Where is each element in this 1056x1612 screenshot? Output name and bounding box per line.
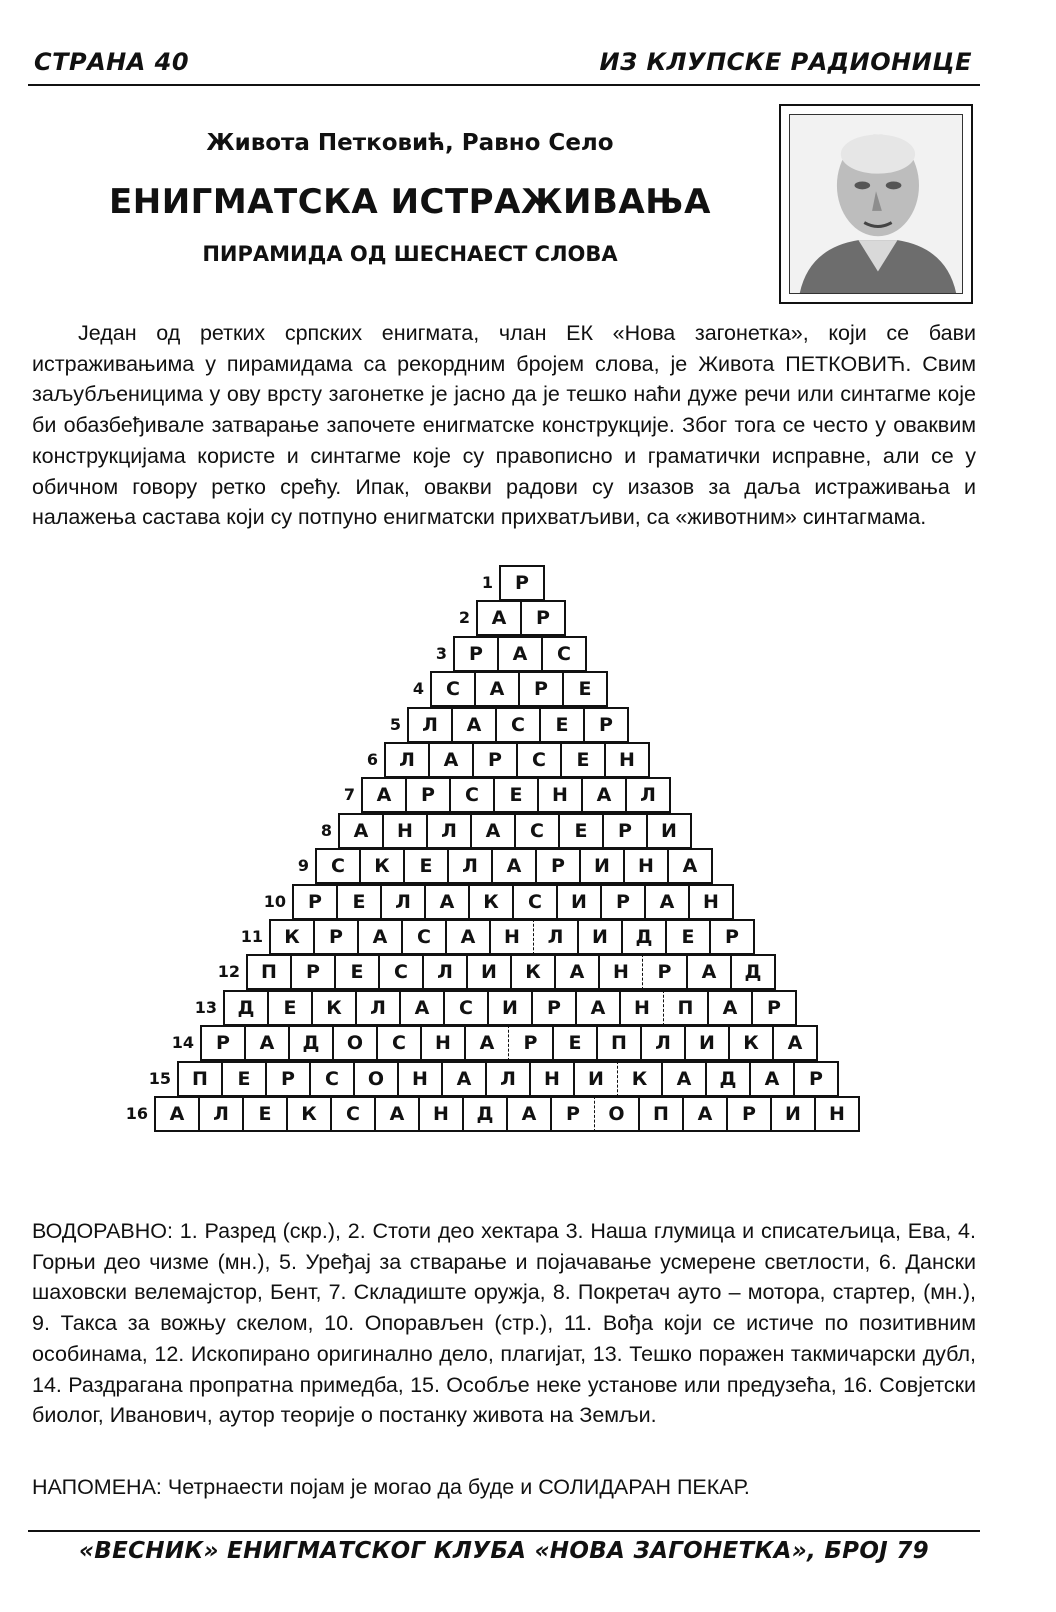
pyramid-cell: П xyxy=(246,954,292,990)
pyramid-cell: К xyxy=(468,884,514,920)
row-number: 14 xyxy=(171,1033,194,1053)
page-footer: «ВЕСНИК» ЕНИГМАТСКОГ КЛУБА «НОВА ЗАГОНЕТКА», БРОЈ 79 xyxy=(28,1530,980,1564)
pyramid-cell: Е xyxy=(552,1025,598,1061)
row-number: 7 xyxy=(343,785,355,805)
pyramid-cell: Л xyxy=(447,848,493,884)
pyramid-cell: А xyxy=(554,954,600,990)
pyramid-cell: Л xyxy=(625,777,671,813)
row-number: 5 xyxy=(389,714,401,734)
pyramid-cell: А xyxy=(357,919,403,955)
pyramid-cell: А xyxy=(464,1025,510,1061)
pyramid-cell: Д xyxy=(705,1061,751,1097)
pyramid-cell: И xyxy=(466,954,512,990)
row-number: 1 xyxy=(481,573,493,592)
pyramid-cell: К xyxy=(617,1061,663,1097)
pyramid-cell: А xyxy=(441,1061,487,1097)
pyramid-cell: Л xyxy=(355,990,401,1026)
clues-note: НАПОМЕНА: Четрнаести појам је могао да буде и СОЛИДАРАН ПЕКАР. xyxy=(32,1475,750,1499)
pyramid-cell: С xyxy=(315,848,361,884)
pyramid-cell: Д xyxy=(621,919,667,955)
pyramid-cell: А xyxy=(686,954,732,990)
pyramid-cell: Р xyxy=(602,813,648,849)
pyramid-cell: Е xyxy=(558,813,604,849)
row-number: 16 xyxy=(125,1104,148,1123)
pyramid-cell: С xyxy=(449,777,495,813)
pyramid-cell: И xyxy=(770,1096,816,1132)
pyramid-cell: Р xyxy=(290,954,336,990)
pyramid-cell: Д xyxy=(730,954,776,990)
pyramid-cell: Е xyxy=(539,707,585,743)
pyramid-cell: А xyxy=(451,707,497,743)
pyramid-cell: Д xyxy=(462,1096,508,1132)
row-number: 4 xyxy=(412,679,424,699)
row-number: 8 xyxy=(320,820,332,840)
pyramid-cell: Р xyxy=(499,565,545,601)
row-number: 13 xyxy=(194,997,217,1017)
pyramid-cell: Д xyxy=(223,990,269,1026)
pyramid-cell: Д xyxy=(288,1025,334,1061)
pyramid-cell: К xyxy=(359,848,405,884)
pyramid-cell: И xyxy=(684,1025,730,1061)
pyramid-cell: Л xyxy=(384,742,430,778)
pyramid-cell: А xyxy=(374,1096,420,1132)
pyramid-cell: Е xyxy=(403,848,449,884)
row-number: 9 xyxy=(297,856,309,876)
author-portrait-icon xyxy=(789,114,963,294)
pyramid-cell: А xyxy=(399,990,445,1026)
pyramid-cell: Р xyxy=(200,1025,246,1061)
pyramid-cell: С xyxy=(330,1096,376,1132)
row-number: 10 xyxy=(263,891,286,911)
row-number: 6 xyxy=(366,750,378,769)
pyramid-cell: Р xyxy=(535,848,581,884)
pyramid-cell: Л xyxy=(407,707,453,743)
pyramid-cell: Л xyxy=(533,919,579,955)
pyramid-cell: А xyxy=(497,636,543,672)
pyramid-cell: Р xyxy=(600,884,646,920)
pyramid-cell: Н xyxy=(397,1061,443,1097)
row-number: 3 xyxy=(435,643,447,663)
pyramid-cell: Н xyxy=(382,813,428,849)
row-number: 11 xyxy=(240,927,263,946)
pyramid-cell: А xyxy=(749,1061,795,1097)
pyramid-cell: Н xyxy=(420,1025,466,1061)
pyramid-cell: Л xyxy=(640,1025,686,1061)
clues-horizontal: ВОДОРАВНО: 1. Разред (скр.), 2. Стоти део хектара 3. Наша глумица и списатељица, Ева, 4. Горњи део чизме (мн.), 5. Уређај за стварање и појачавање усмерене светлости, 6. Дански шаховски велемајстор, Бент, 7. Складиште оружја, 8. Покретач ауто – мотора, стартер, (мн.), 9. Такса за вожњу скелом, 10. Опорављен (стр.), 11. Вођа који се истиче по позитивним особинама, 12. Ископирано оригинално дело, плагијат, 13. Тешко поражен такмичарски дубл, 14. Раздрагана пропратна примедба, 15. Особље неке установе или предузећа, 16. Совјетски биолог, Иванович, аутор теорије о постанку живота на Земљи. xyxy=(32,1219,976,1428)
pyramid-cell: Н xyxy=(604,742,650,778)
pyramid-cell: А xyxy=(424,884,470,920)
pyramid-cell: Н xyxy=(529,1061,575,1097)
pyramid-cell: Л xyxy=(426,813,472,849)
pyramid-cell: Р xyxy=(405,777,451,813)
row-number: 2 xyxy=(458,608,470,628)
pyramid-cell: Р xyxy=(472,742,518,778)
pyramid-cell: Л xyxy=(380,884,426,920)
pyramid-cell: К xyxy=(728,1025,774,1061)
pyramid-cell: Р xyxy=(583,707,629,743)
pyramid-cell: Р xyxy=(793,1061,839,1097)
pyramid-cell: Е xyxy=(267,990,313,1026)
pyramid-cell: Н xyxy=(418,1096,464,1132)
pyramid-cell: Н xyxy=(814,1096,860,1132)
pyramid-cell: О xyxy=(353,1061,399,1097)
pyramid-cell: Р xyxy=(518,671,564,707)
pyramid-cell: Е xyxy=(560,742,606,778)
pyramid-cell: С xyxy=(516,742,562,778)
pyramid-cell: Н xyxy=(619,990,665,1026)
pyramid-cell: С xyxy=(378,954,424,990)
pyramid-cell: И xyxy=(573,1061,619,1097)
pyramid-cell: К xyxy=(510,954,556,990)
pyramid-cell: К xyxy=(311,990,357,1026)
pyramid-cell: А xyxy=(491,848,537,884)
pyramid-cell: А xyxy=(707,990,753,1026)
pyramid-cell: О xyxy=(594,1096,640,1132)
row-number: 15 xyxy=(148,1068,171,1088)
pyramid-cell: А xyxy=(338,813,384,849)
pyramid-cell: И xyxy=(577,919,623,955)
pyramid-cell: А xyxy=(428,742,474,778)
pyramid-cell: Е xyxy=(242,1096,288,1132)
pyramid-cell: Р xyxy=(726,1096,772,1132)
pyramid-cell: И xyxy=(487,990,533,1026)
pyramid-cell: Р xyxy=(531,990,577,1026)
pyramid-cell: Н xyxy=(623,848,669,884)
pyramid-cell: П xyxy=(177,1061,223,1097)
author-photo xyxy=(779,104,973,304)
pyramid-cell: П xyxy=(596,1025,642,1061)
pyramid-cell: А xyxy=(445,919,491,955)
pyramid-cell: Е xyxy=(336,884,382,920)
pyramid-cell: Р xyxy=(520,600,566,636)
intro-paragraph: Један од ретких српских енигмата, члан ЕК «Нова загонетка», који се бави истраживањима у пирамидама са рекордним бројем слова, је Живота ПЕТКОВИЋ. Свим заљубљеницима у ову врсту загонетке је јасно да је тешко наћи дуже речи или синтагме које би обазбеђивале затварање започете енигматске конструкције. Због тога се често у оваквим конструкцијама користе и синтагме које су правописно и граматички исправне, али се у обичном говору ретко срећу. Ипак, овакви радови су изазов за даља истраживања и налажења састава који су потпуно енигматски прихватљиви, са «животним» синтагмама. xyxy=(32,321,976,530)
pyramid-cell: Р xyxy=(453,636,499,672)
pyramid-cell: А xyxy=(154,1096,200,1132)
pyramid-cell: С xyxy=(309,1061,355,1097)
pyramid-cell: Е xyxy=(334,954,380,990)
pyramid-cell: Л xyxy=(485,1061,531,1097)
pyramid-cell: Л xyxy=(198,1096,244,1132)
pyramid-cell: Н xyxy=(537,777,583,813)
pyramid-cell: А xyxy=(476,600,522,636)
pyramid-cell: А xyxy=(682,1096,728,1132)
article-author: Живота Петковић, Равно Село xyxy=(206,130,614,156)
pyramid-cell: К xyxy=(286,1096,332,1132)
pyramid-cell: Е xyxy=(562,671,608,707)
pyramid-cell: Р xyxy=(550,1096,596,1132)
pyramid-cell: А xyxy=(361,777,407,813)
pyramid-cell: А xyxy=(244,1025,290,1061)
pyramid-cell: Р xyxy=(751,990,797,1026)
pyramid-cell: О xyxy=(332,1025,378,1061)
pyramid-cell: С xyxy=(401,919,447,955)
article-subtitle: ПИРАМИДА ОД ШЕСНАЕСТ СЛОВА xyxy=(202,242,618,266)
pyramid-cell: С xyxy=(495,707,541,743)
article-title: ЕНИГМАТСКА ИСТРАЖИВАЊА xyxy=(109,182,711,222)
page-header xyxy=(28,44,980,86)
pyramid-cell: С xyxy=(541,636,587,672)
section-title: ИЗ КЛУПСКЕ РАДИОНИЦЕ xyxy=(599,48,972,76)
pyramid-cell: Н xyxy=(598,954,644,990)
pyramid-cell: Н xyxy=(489,919,535,955)
pyramid-cell: С xyxy=(512,884,558,920)
pyramid-cell: П xyxy=(638,1096,684,1132)
pyramid-cell: И xyxy=(556,884,602,920)
pyramid-cell: А xyxy=(772,1025,818,1061)
pyramid-cell: А xyxy=(581,777,627,813)
pyramid-cell: Л xyxy=(422,954,468,990)
pyramid-cell: А xyxy=(506,1096,552,1132)
pyramid-cell: Р xyxy=(292,884,338,920)
pyramid-cell: А xyxy=(470,813,516,849)
pyramid-cell: Р xyxy=(709,919,755,955)
pyramid-cell: И xyxy=(646,813,692,849)
pyramid-cell: А xyxy=(575,990,621,1026)
pyramid-cell: А xyxy=(644,884,690,920)
pyramid-cell: С xyxy=(514,813,560,849)
pyramid-cell: А xyxy=(474,671,520,707)
pyramid-cell: С xyxy=(430,671,476,707)
pyramid-cell: К xyxy=(269,919,315,955)
pyramid-cell: А xyxy=(661,1061,707,1097)
row-number: 12 xyxy=(217,962,240,982)
pyramid-cell: Н xyxy=(688,884,734,920)
pyramid-cell: Р xyxy=(313,919,359,955)
page-number: СТРАНА 40 xyxy=(34,48,190,76)
pyramid-cell: И xyxy=(579,848,625,884)
pyramid-cell: Е xyxy=(221,1061,267,1097)
pyramid-cell: Р xyxy=(642,954,688,990)
pyramid-cell: Е xyxy=(665,919,711,955)
pyramid-cell: А xyxy=(667,848,713,884)
pyramid-cell: С xyxy=(443,990,489,1026)
pyramid-cell: Е xyxy=(493,777,539,813)
pyramid-cell: Р xyxy=(508,1025,554,1061)
pyramid-cell: С xyxy=(376,1025,422,1061)
pyramid-cell: П xyxy=(663,990,709,1026)
pyramid-cell: Р xyxy=(265,1061,311,1097)
